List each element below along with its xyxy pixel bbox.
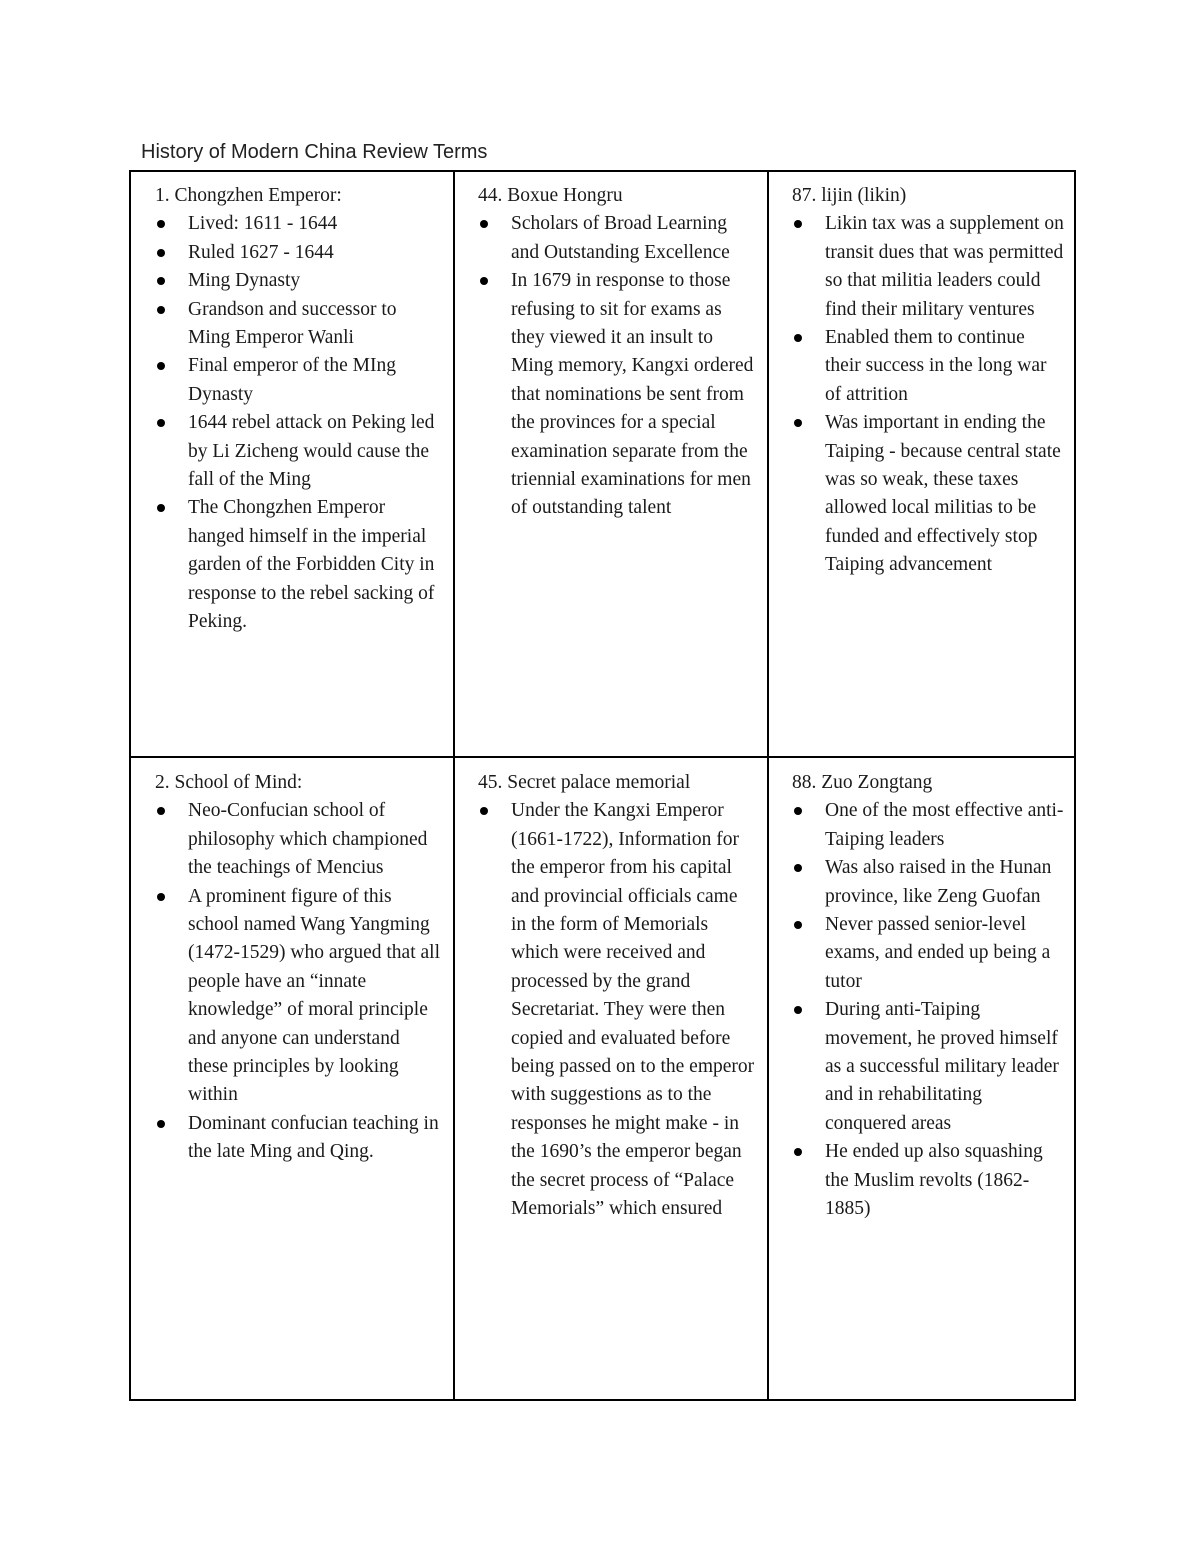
bullet-item: 1644 rebel attack on Peking led by Li Zicheng would cause the fall of the Ming [155, 409, 443, 494]
bullet-item: In 1679 in response to those refusing to sit for exams as they viewed it an insult to Ming memory, Kangxi ordered that nominations be sent from the provinces for a special examination separate from the triennial examinations for men of outstanding talent [478, 267, 757, 523]
bullet-item: During anti-Taiping movement, he proved himself as a successful military leader and in rehabilitating conquered areas [792, 996, 1064, 1138]
bullet-item: Under the Kangxi Emperor (1661-1722), Information for the emperor from his capital and provincial officials came in the form of Memorials which were received and processed by the grand Secretariat. They were then copied and evaluated before being passed on to the emperor with suggestions as to the responses he might make - in the 1690’s the emperor began the secret process of “Palace Memorials” which ensured [478, 797, 757, 1223]
bullet-item: Was important in ending the Taiping - because central state was so weak, these taxes allowed local militias to be funded and effectively stop Taiping advancement [792, 409, 1064, 579]
bullet-item: One of the most effective anti-Taiping leaders [792, 797, 1064, 854]
term-cell-school-of-mind [131, 758, 455, 1399]
bullet-item: Was also raised in the Hunan province, like Zeng Guofan [792, 854, 1064, 911]
term-bullet-list [478, 210, 757, 522]
term-bullet-list [792, 210, 1064, 579]
term-bullet-list [155, 797, 443, 1166]
bullet-item: Final emperor of the MIng Dynasty [155, 352, 443, 409]
term-heading: 1. Chongzhen Emperor: [155, 185, 342, 206]
bullet-item: Never passed senior-level exams, and ended up being a tutor [792, 911, 1064, 996]
term-bullet-list [792, 797, 1064, 1223]
bullet-item: The Chongzhen Emperor hanged himself in the imperial garden of the Forbidden City in response to the rebel sacking of Peking. [155, 494, 443, 636]
bullet-item: Likin tax was a supplement on transit dues that was permitted so that militia leaders could find their military ventures [792, 210, 1064, 324]
term-heading: 45. Secret palace memorial [478, 772, 691, 793]
document-title: History of Modern China Review Terms [141, 141, 488, 163]
bullet-item: Grandson and successor to Ming Emperor Wanli [155, 296, 443, 353]
term-bullet-list [478, 797, 757, 1223]
term-cell-chongzhen-emperor [131, 172, 455, 758]
term-bullet-list [155, 210, 443, 636]
bullet-item: Scholars of Broad Learning and Outstanding Excellence [478, 210, 757, 267]
bullet-item: Ruled 1627 - 1644 [155, 239, 443, 267]
review-terms-table [129, 170, 1076, 1401]
bullet-item: Enabled them to continue their success in the long war of attrition [792, 324, 1064, 409]
bullet-item: Ming Dynasty [155, 267, 443, 295]
bullet-item: Dominant confucian teaching in the late Ming and Qing. [155, 1110, 443, 1167]
bullet-item: Lived: 1611 - 1644 [155, 210, 443, 238]
term-heading: 44. Boxue Hongru [478, 185, 623, 206]
term-cell-zuo-zongtang [769, 758, 1074, 1399]
term-cell-secret-palace-memorial [455, 758, 769, 1399]
term-cell-lijin [769, 172, 1074, 758]
bullet-item: Neo-Confucian school of philosophy which championed the teachings of Mencius [155, 797, 443, 882]
term-cell-boxue-hongru [455, 172, 769, 758]
term-heading: 87. lijin (likin) [792, 185, 907, 206]
bullet-item: A prominent figure of this school named Wang Yangming (1472-1529) who argued that all people have an “innate knowledge” of moral principle and anyone can understand these principles by looking within [155, 883, 443, 1110]
term-heading: 2. School of Mind: [155, 772, 303, 793]
term-heading: 88. Zuo Zongtang [792, 772, 933, 793]
bullet-item: He ended up also squashing the Muslim revolts (1862-1885) [792, 1138, 1064, 1223]
